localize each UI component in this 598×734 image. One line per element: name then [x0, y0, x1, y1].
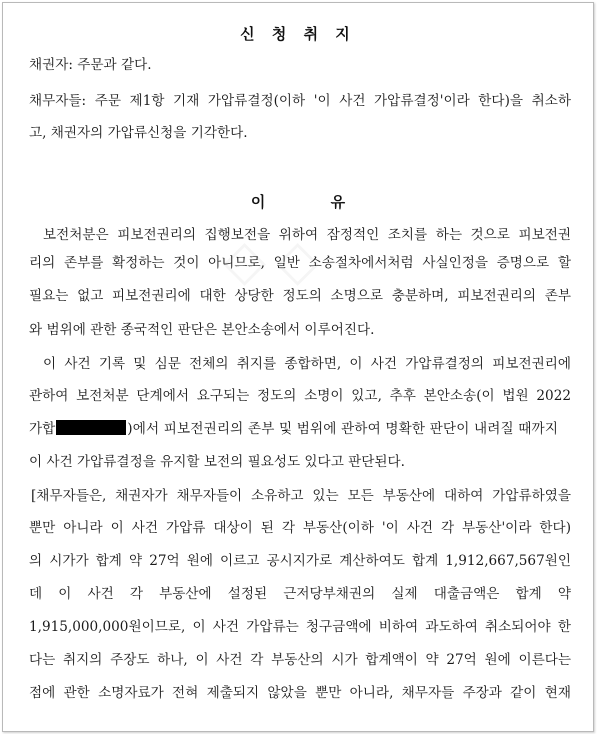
body-line: 데 이 사건 각 부동산에 설정된 근저당부채권의 실제 대출금액은 합계 약: [29, 586, 571, 602]
body-line: 보전처분은 피보전권리의 집행보전을 위하여 잠정적인 조치를 하는 것으로 피보전권: [43, 227, 571, 243]
body-line: 와 범위에 관한 종국적인 판단은 본안소송에서 이루어진다.: [29, 322, 375, 338]
body-line: 리의 존부를 확정하는 것이 아니므로, 일반 소송절차에서처럼 사실인정을 증명으로 할: [29, 255, 571, 271]
debtor-claim-line-cont: 고, 채권자의 가압류신청을 기각한다.: [29, 125, 248, 141]
body-line: 이 사건 가압류결정을 유지할 보전의 필요성도 있다고 판단된다.: [29, 454, 405, 470]
section-heading-reasons: 이 유: [250, 193, 376, 211]
body-line-with-redaction: [29, 419, 571, 439]
body-line: 필요는 없고 피보전권리에 대한 상당한 정도의 소명으로 충분하며, 피보전권리의 존부: [29, 288, 571, 304]
section-heading-application: 신 청 취 지: [240, 25, 356, 43]
debtor-claim-line: 채무자들: 주문 제1항 기재 가압류결정(이하 '이 사건 가압류결정'이라 한다)을 취소하: [29, 93, 571, 109]
body-line: 1,915,000,000원이므로, 이 사건 가압류는 청구금액에 비하여 과도하여 취소되어야 한: [29, 619, 571, 635]
body-line: 이 사건 기록 및 심문 전체의 취지를 종합하면, 이 사건 가압류결정의 피보전권리에: [43, 356, 571, 372]
body-line: 뿐만 아니라 이 사건 가압류 대상이 된 각 부동산(이하 '이 사건 각 부동산'이라 한다): [29, 520, 571, 536]
body-line: 점에 관한 소명자료가 전혀 제출되지 않았을 뿐만 아니라, 채무자들 주장과 같이 현재: [29, 685, 571, 701]
case-number-prefix: 가합: [29, 421, 56, 437]
body-line: [채무자들은, 채권자가 채무자들이 소유하고 있는 모든 부동산에 대하여 가압류하였을: [31, 488, 571, 504]
body-line: 관하여 보전처분 단계에서 요구되는 정도의 소명이 있고, 추후 본안소송(이 법원 2022: [29, 388, 571, 404]
document-page: [2, 2, 594, 732]
body-line: 다는 취지의 주장도 하나, 이 사건 각 부동산의 시가 합계액이 약 27억 원에 이른다는: [29, 652, 571, 668]
case-number-suffix: )에서 피보전권리의 존부 및 범위에 관하여 명확한 판단이 내려질 때까지: [127, 421, 559, 437]
body-line: 의 시가가 합계 약 27억 원에 이르고 공시지가로 계산하여도 합계 1,912,667,567원인: [29, 553, 571, 569]
redaction-block: [56, 420, 126, 435]
creditor-claim-line: 채권자: 주문과 같다.: [29, 57, 152, 73]
